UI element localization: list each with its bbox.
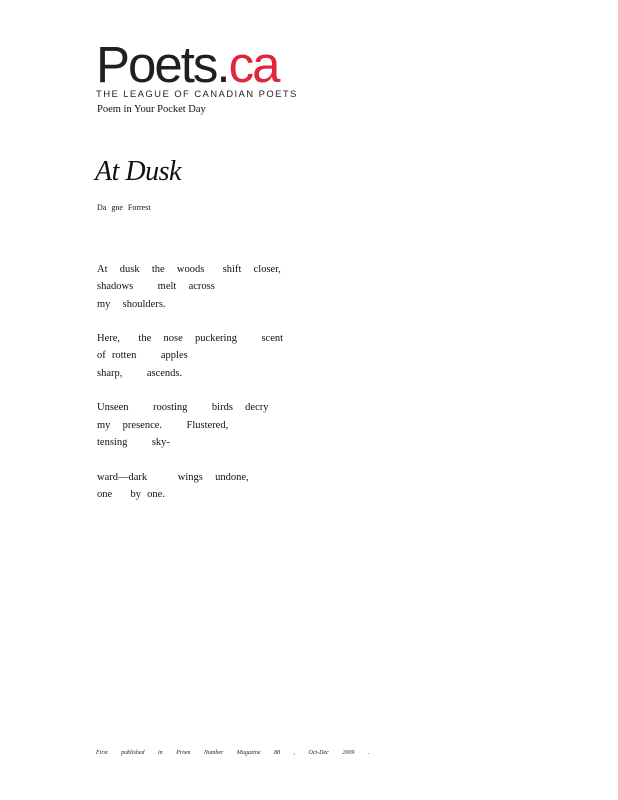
poem-line: shadows melt across	[97, 281, 215, 293]
poem-body	[97, 261, 283, 503]
poem-line: At dusk the woods shift closer,	[97, 264, 281, 275]
stanza-break	[97, 313, 283, 330]
event-subtitle: Poem in Your Pocket Day	[97, 104, 206, 115]
stanza-break	[97, 451, 283, 468]
poem-line: sharp, ascends.	[97, 367, 183, 379]
logo-accent-text: ca	[228, 36, 279, 93]
stanza-break	[97, 382, 283, 399]
logo-wordmark	[96, 36, 296, 93]
poem-line: Unseen roosting birds decry	[97, 402, 269, 414]
poem-line: my shoulders.	[97, 298, 166, 310]
poem-line: of rotten apples	[97, 350, 188, 362]
poem-line: Here, the nose puckering scent	[97, 333, 284, 345]
poets-ca-logo	[96, 36, 298, 100]
poem-line: ward—dark wings undone,	[97, 471, 249, 483]
poem-line: tensing sky-	[97, 436, 170, 448]
logo-main-text: Poets.	[96, 36, 229, 93]
publication-credit: First published in Prism Number Magazine 88 , Oct-Dec 2009 .	[96, 750, 370, 756]
poem-line: one by one.	[97, 488, 165, 500]
logo-tagline: THE LEAGUE OF CANADIAN POETS	[96, 89, 298, 100]
poem-author: Da gne Forrest	[97, 203, 151, 212]
poem-title: At Dusk	[95, 156, 181, 187]
poem-line: my presence. Flustered,	[97, 419, 229, 431]
